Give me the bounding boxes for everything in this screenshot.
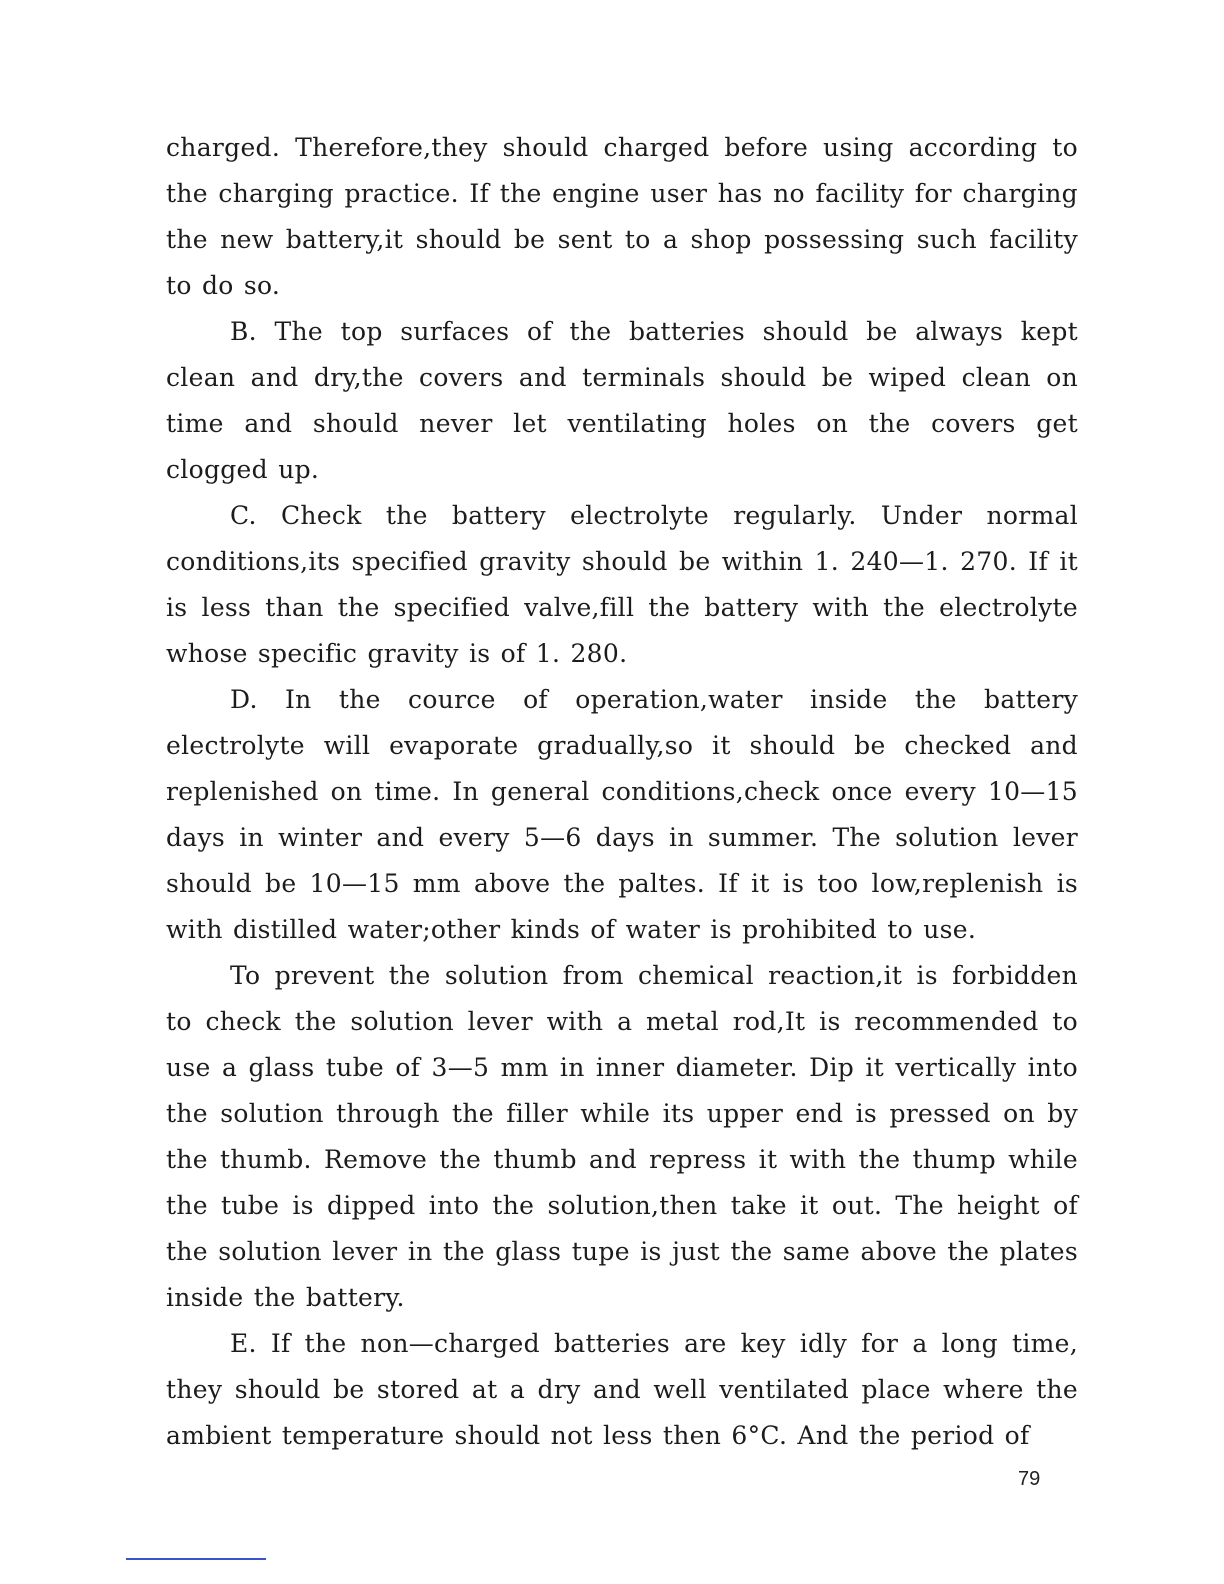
paragraph-glass-tube-method: To prevent the solution from chemical reaction,it is forbidden to check the solution lever with a metal rod,It is recommended to use a glass tube of 3—5 mm in inner diameter. Dip it vertically into the solution through the filler while its upper end is pressed on by the thumb. Remove the thumb and repress it with the thump while the tube is dipped into the solution,then take it out. The height of the solution lever in the glass tupe is just the same above the plates inside the battery. (166, 961, 1078, 1312)
page-number: 79 (1018, 1468, 1041, 1490)
paragraph-charging-continued: charged. Therefore,they should charged before using according to the charging practice. If the engine user has no facility for charging the new battery,it should be sent to a shop possessing such facility to do so. (166, 133, 1078, 300)
paragraph-d-water-evaporation: D. In the cource of operation,water inside the battery electrolyte will evaporate gradually,so it should be checked and replenished on time. In general conditions,check once every 10—15 days in winter and every 5—6 days in summer. The solution lever should be 10—15 mm above the paltes. If it is too low,replenish is with distilled water;other kinds of water is prohibited to use. (166, 685, 1078, 944)
paragraph-e-storage: E. If the non—charged batteries are key idly for a long time, they should be stored at a dry and well ventilated place where the ambient temperature should not less then 6°C. And the period of (166, 1329, 1078, 1450)
footer-rule (126, 1558, 266, 1560)
paragraph-c-electrolyte-check: C. Check the battery electrolyte regularly. Under normal conditions,its specified gravity should be within 1. 240—1. 270. If it is less than the specified valve,fill the battery with the electrolyte whose specific gravity is of 1. 280. (166, 501, 1078, 668)
paragraph-b-top-surfaces: B. The top surfaces of the batteries should be always kept clean and dry,the covers and terminals should be wiped clean on time and should never let ventilating holes on the covers get clogged up. (166, 317, 1078, 484)
body-text (166, 125, 1078, 1459)
